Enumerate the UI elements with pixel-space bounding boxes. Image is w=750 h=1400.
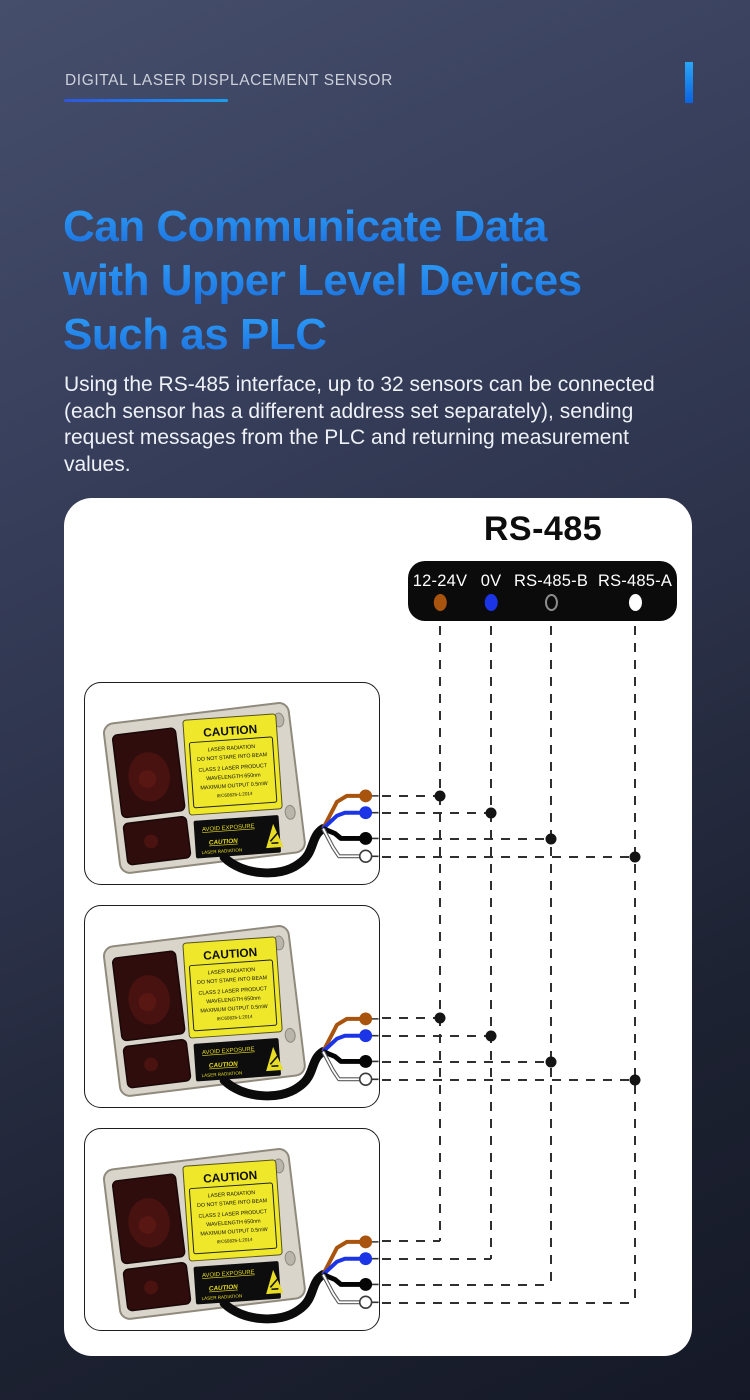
page-title-line: with Upper Level Devices [63, 254, 713, 308]
page-title [63, 200, 713, 362]
sensor-unit-3 [84, 1128, 380, 1331]
junction-dot [546, 1057, 557, 1068]
junction-dot [630, 1075, 641, 1086]
page-kicker: DIGITAL LASER DISPLACEMENT SENSOR [65, 72, 393, 89]
junction-dot [630, 852, 641, 863]
junction-dot [486, 808, 497, 819]
kicker-underline [64, 99, 228, 102]
diagram-card [64, 498, 692, 1356]
junction-dot [546, 834, 557, 845]
bus-port-label: 0V [480, 571, 502, 590]
diagram-title: RS-485 [483, 510, 603, 548]
bus-port-label: 12-24V [412, 571, 468, 590]
page-description: Using the RS-485 interface, up to 32 sensors can be connected (each sensor has a different address set separately), sending request messages from the PLC and returning measurement values. [64, 373, 655, 476]
accent-corner-bar [685, 62, 693, 103]
bus-port-label: RS-485-B [513, 571, 589, 590]
bus-port-label: RS-485-A [597, 571, 673, 590]
sensor-unit-2 [84, 905, 380, 1108]
junction-dot [435, 1013, 446, 1024]
junction-dot [486, 1031, 497, 1042]
sensor-unit-1 [84, 682, 380, 885]
junction-dot [435, 791, 446, 802]
page-title-line: Can Communicate Data [63, 200, 713, 254]
page-title-line: Such as PLC [63, 308, 713, 362]
